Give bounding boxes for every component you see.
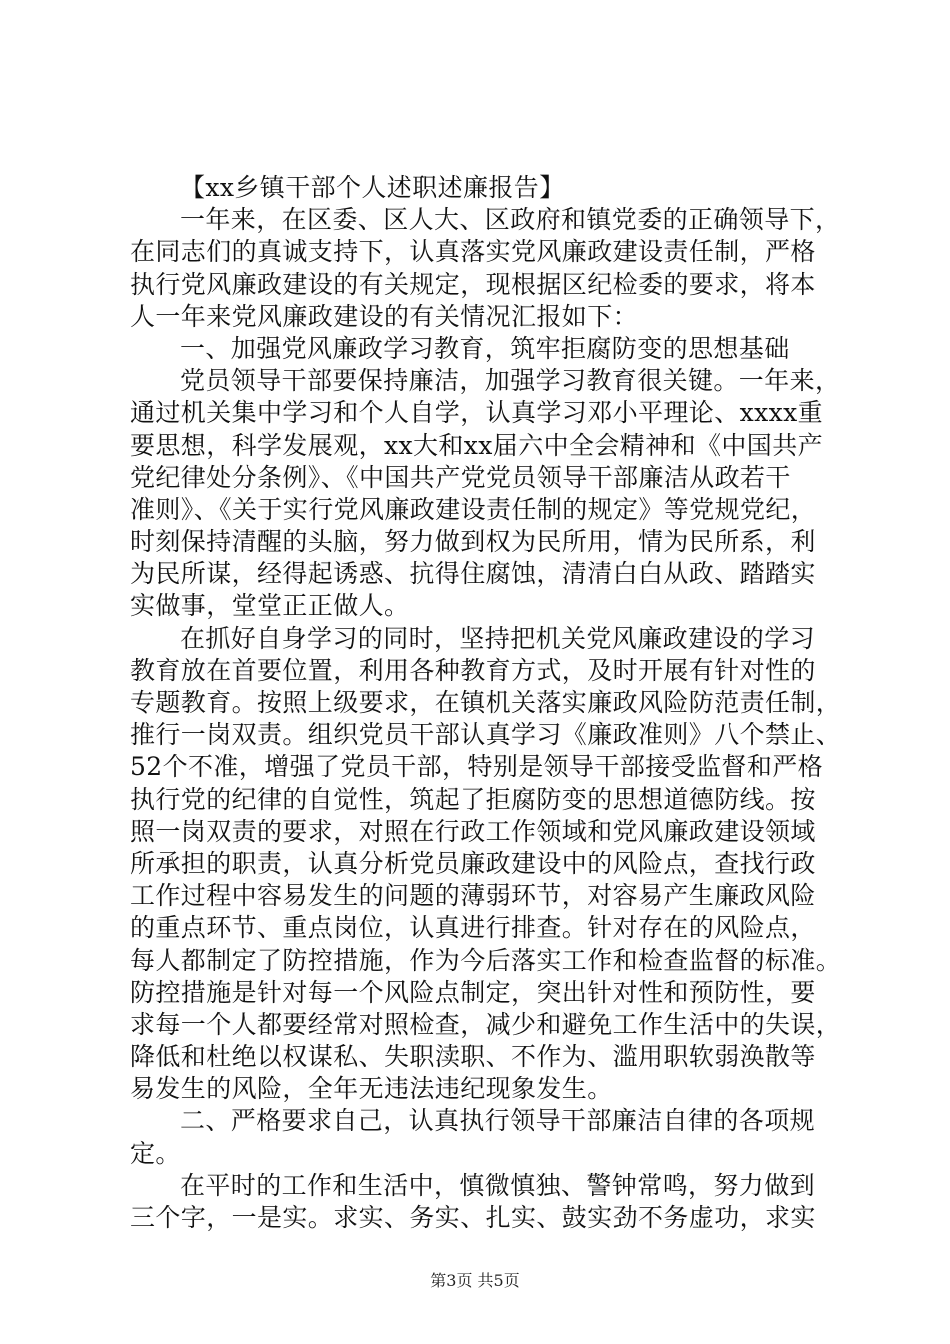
- text-line: 执行党的纪律的自觉性，筑起了拒腐防变的思想道德防线。按: [130, 784, 816, 814]
- page-number: 第3页 共5页: [430, 1271, 520, 1290]
- text-line: 时刻保持清醒的头脑，努力做到权为民所用，情为民所系，利: [130, 527, 816, 557]
- text-line: 二、严格要求自己，认真执行领导干部廉洁自律的各项规: [180, 1106, 816, 1136]
- text-line: 为民所谋，经得起诱惑、抗得住腐蚀，清清白白从政、踏踏实: [130, 559, 816, 589]
- text-line: 在同志们的真诚支持下，认真落实党风廉政建设责任制，严格: [130, 237, 816, 267]
- text-line: 教育放在首要位置，利用各种教育方式，及时开展有针对性的: [130, 655, 816, 685]
- text-line: 推行一岗双责。组织党员干部认真学习《廉政准则》八个禁止、: [130, 720, 842, 750]
- text-line: 执行党风廉政建设的有关规定，现根据区纪检委的要求，将本: [130, 269, 816, 299]
- text-line: 易发生的风险，全年无违法违纪现象发生。: [130, 1074, 613, 1104]
- text-line: 党员领导干部要保持廉洁，加强学习教育很关键。一年来，: [180, 366, 841, 396]
- document-body: [130, 172, 842, 1234]
- text-line: 求每一个人都要经常对照检查，减少和避免工作生活中的失误，: [130, 1009, 842, 1039]
- text-line: 在抓好自身学习的同时，坚持把机关党风廉政建设的学习: [180, 623, 816, 653]
- text-line: 三个字，一是实。求实、务实、扎实、鼓实劲不务虚功，求实: [130, 1203, 816, 1232]
- text-line: 一、加强党风廉政学习教育，筑牢拒腐防变的思想基础: [180, 333, 790, 363]
- text-line: 通过机关集中学习和个人自学，认真学习邓小平理论、xxxx重: [130, 398, 823, 428]
- text-line: 所承担的职责，认真分析党员廉政建设中的风险点，查找行政: [130, 848, 816, 878]
- text-line: 人一年来党风廉政建设的有关情况汇报如下：: [130, 301, 639, 331]
- text-line: 实做事，堂堂正正做人。: [130, 591, 410, 621]
- text-line: 照一岗双责的要求，对照在行政工作领域和党风廉政建设领域: [130, 816, 816, 846]
- text-line: 52个不准，增强了党员干部，特别是领导干部接受监督和严格: [130, 752, 824, 782]
- text-line: 在平时的工作和生活中，慎微慎独、警钟常鸣，努力做到: [180, 1170, 816, 1200]
- text-line: 每人都制定了防控措施，作为今后落实工作和检查监督的标准。: [130, 945, 842, 975]
- text-line: 专题教育。按照上级要求，在镇机关落实廉政风险防范责任制，: [130, 688, 842, 717]
- text-line: 要思想，科学发展观，xx大和xx届六中全会精神和《中国共产: [130, 430, 823, 460]
- text-line: 降低和杜绝以权谋私、失职渎职、不作为、滥用职软弱涣散等: [130, 1042, 816, 1072]
- text-line: 防控措施是针对每一个风险点制定，突出针对性和预防性，要: [130, 977, 816, 1007]
- text-line: 党纪律处分条例》、《中国共产党党员领导干部廉洁从政若干: [130, 462, 791, 492]
- text-line: 一年来，在区委、区人大、区政府和镇党委的正确领导下，: [180, 205, 841, 235]
- page-footer: [0, 1268, 950, 1291]
- text-line: 的重点环节、重点岗位，认真进行排查。针对存在的风险点，: [130, 913, 816, 943]
- text-line: 定。: [130, 1138, 181, 1168]
- text-line: 工作过程中容易发生的问题的薄弱环节，对容易产生廉政风险: [130, 881, 816, 911]
- text-line: 【xx乡镇干部个人述职述廉报告】: [180, 173, 565, 202]
- text-line: 准则》、《关于实行党风廉政建设责任制的规定》等党规党纪，: [130, 494, 817, 524]
